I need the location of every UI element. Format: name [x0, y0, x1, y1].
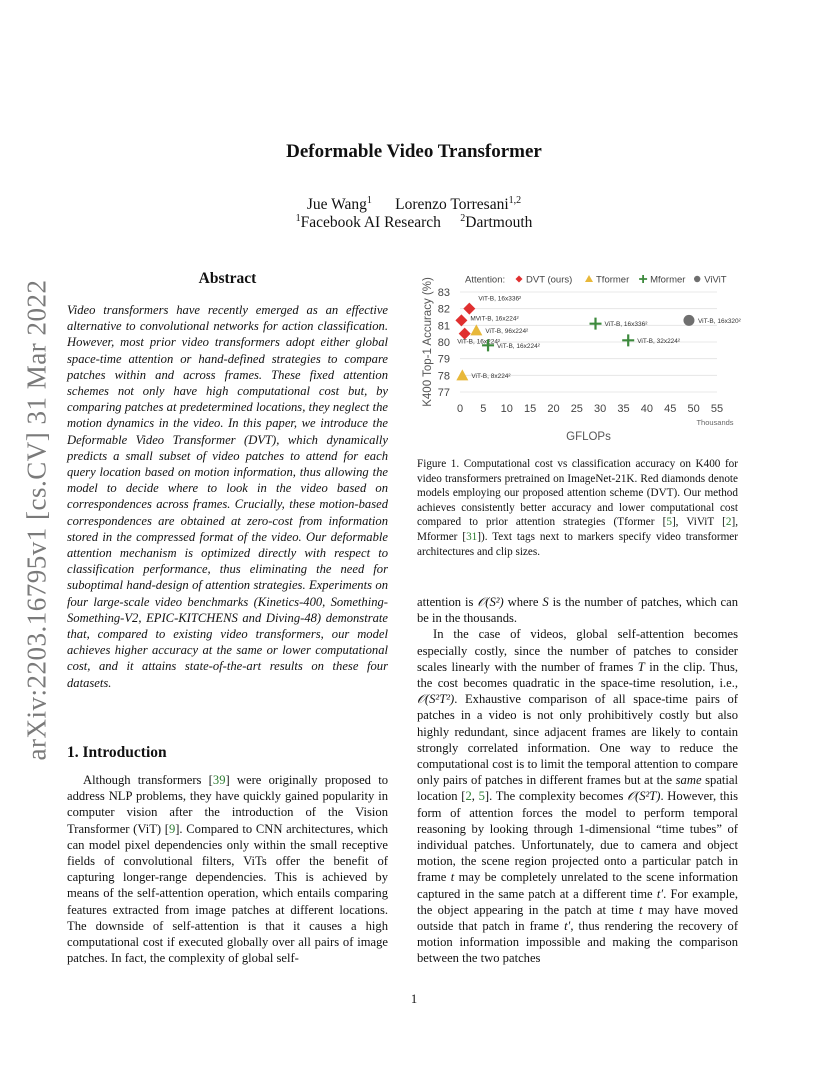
- citation-link[interactable]: 5: [478, 789, 485, 804]
- legend-title: Attention:: [465, 274, 506, 286]
- abstract-heading: Abstract: [198, 270, 257, 287]
- math-expression: t′: [656, 886, 664, 901]
- author-name: Lorenzo Torresani: [395, 196, 509, 213]
- figure-1-chart: [417, 262, 747, 452]
- data-point: [463, 303, 475, 315]
- introduction-paragraph: Although transformers [39] were originally proposed to address NLP problems, they have quickly gained popularity in computer vision after the introduction of the Vision Transformer (ViT) [9]. Compared to CNN architectures, which can model pixel dependencies only within the small receptive fields of convolutional filters, ViTs offer the benefit of capturing longer-range dependencies. This is achieved by means of the self-attention operation, which entails comparing features extracted from image patches at different locations. The downside of self-attention is that it causes a high computational cost if executed globally over all pairs of image patches. In fact, the complexity of global self-: [67, 773, 389, 966]
- arxiv-watermark: [18, 270, 56, 770]
- math-expression: 𝒪(S²): [477, 595, 504, 609]
- x-axis-unit: Thousands: [696, 418, 734, 427]
- right-column-text: [417, 594, 738, 967]
- x-tick-label: 20: [547, 403, 560, 415]
- math-expression: t: [450, 870, 455, 885]
- data-point: [455, 314, 467, 326]
- author-affil-mark: 1: [366, 194, 372, 206]
- paragraph: In the case of videos, global self-attention becomes especially costly, since the number of patches to consider scales linearly with the number of frames T in the clip. Thus, the cost becomes quadratic in the space-time resolution, i.e., 𝒪(S²T²). Exhaustive comparison of all space-time pairs of patches in a video is not only prohibitively costly but also highly redundant, since adjacent frames are likely to contain strongly correlated information. One way to reduce the computational cost is to limit the temporal attention to compare only pairs of patches in different frames but at the same spatial location [2, 5]. The complexity becomes 𝒪(S²T). However, this form of attention forces the model to perform temporal reasoning by looking through 1-dimensional “time tubes” of individual patches. Unfortunately, due to camera and object motion, the scene region projected onto a particular patch in frame t may be completely unrelated to the scene information captured in the same patch at a different time t′. For example, the object appearing in the patch at time t may have moved outside that patch in frame t′, thus rendering the recovery of motion information impossible and making the comparison between the two patches: [417, 627, 739, 966]
- x-tick-label: 10: [500, 403, 513, 415]
- author-line: [0, 196, 828, 214]
- affiliation: Facebook AI Research: [300, 214, 441, 231]
- data-point: [590, 318, 602, 330]
- citation-link[interactable]: 2: [465, 789, 472, 804]
- data-label: ViT-B, 16x320²: [697, 317, 741, 325]
- x-tick-label: 50: [687, 403, 700, 415]
- legend-label: ViViT: [704, 274, 727, 286]
- paper-title: Deformable Video Transformer: [286, 141, 542, 162]
- y-axis-title: K400 Top-1 Accuracy (%): [422, 277, 434, 407]
- x-tick-label: 15: [523, 403, 537, 415]
- data-point: [683, 315, 694, 326]
- x-tick-label: 0: [456, 403, 464, 415]
- data-label: ViT-B, 32x224²: [637, 337, 681, 345]
- x-tick-label: 25: [570, 403, 583, 415]
- math-expression: 𝒪(S²T): [627, 789, 661, 804]
- x-tick-label: 40: [640, 403, 654, 415]
- arxiv-id-text: arXiv:2203.16795v1 [cs.CV] 31 Mar 2022: [21, 279, 52, 761]
- x-tick-label: 30: [594, 403, 607, 415]
- data-label: ViT-B, 16x224²: [497, 342, 540, 350]
- legend-swatch: [516, 276, 523, 283]
- legend-swatch: [639, 275, 647, 283]
- math-expression: t: [638, 902, 643, 917]
- data-point: [456, 369, 468, 380]
- data-point: [470, 324, 482, 335]
- y-tick-label: 80: [437, 337, 450, 349]
- affiliation-line: [0, 214, 828, 232]
- data-label: ViT-B, 16x336²: [604, 321, 648, 329]
- figure-caption: Figure 1. Computational cost vs classification accuracy on K400 for video transformers pretrained on ImageNet-21K. Red diamonds denote models employing our proposed attention scheme (DVT). Our method achieves consistently better accuracy and lower computational cost compared to prior attention strategies (Tformer [5], ViViT [2], Mformer [31]). Text tags next to markers specify video transformer architectures and clip sizes.: [417, 458, 738, 558]
- legend-swatch: [694, 276, 700, 282]
- y-tick-label: 82: [437, 303, 450, 316]
- x-tick-label: 45: [664, 403, 677, 415]
- data-label: ViT-B, 8x224²: [471, 372, 511, 380]
- legend-label: DVT (ours): [526, 274, 573, 286]
- abstract-text: Video transformers have recently emerged as an effective alternative to convolutional networks for action classification. However, most prior video transformers adopt either global space-time attention or hand-defined strategies to compare patches within and across frames. These fixed attention schemes not only have high computational cost but, by comparing patches at predetermined locations, they neglect the motion dynamics in the video. In this paper, we introduce the Deformable Video Transformer (DVT), which dynamically predicts a small subset of video patches to attend for each query location based on motion information, thus allowing the model to decide where to look in the video based on correspondences across frames. Crucially, these motion-based correspondences are obtained at zero-cost from information stored in the compressed format of the video. Our deformable attention mechanism is optimized directly with respect to classification performance, thus eliminating the need for suboptimal hand-design of attention strategies. Experiments on four large-scale video benchmarks (Kinetics-400, Something-Something-V2, EPIC-KITCHENS and Diving-48) demonstrate that, compared to existing video transformers, our model achieves higher accuracy at the same or lower computational cost, and it attains state-of-the-art results on these four datasets.: [67, 303, 388, 690]
- section-heading-introduction: 1. Introduction: [67, 744, 167, 761]
- citation-link[interactable]: 9: [168, 821, 176, 836]
- legend-swatch: [585, 275, 593, 282]
- legend-label: Mformer: [650, 274, 686, 286]
- math-expression: S: [542, 595, 549, 609]
- affiliation: Dartmouth: [465, 214, 533, 231]
- data-label: ViT-B, 96x224²: [485, 327, 529, 335]
- y-tick-label: 78: [437, 370, 450, 383]
- page-number: 1: [410, 992, 418, 1006]
- affil-mark: 1: [295, 212, 301, 224]
- x-tick-label: 35: [617, 403, 630, 415]
- data-label: ViT-B, 16x224²: [457, 338, 501, 346]
- author-name: Jue Wang: [306, 196, 367, 213]
- math-expression: T: [637, 659, 645, 674]
- paragraph: attention is 𝒪(S²) where S is the number of patches, which can be in the thousands.: [417, 595, 739, 626]
- y-tick-label: 79: [437, 353, 450, 366]
- affil-mark: 2: [460, 212, 466, 224]
- x-tick-label: 55: [710, 403, 724, 415]
- x-tick-label: 5: [480, 403, 487, 415]
- math-expression: 𝒪(S²T²): [417, 692, 455, 707]
- data-point: [622, 334, 634, 346]
- x-axis-title: GFLOPs: [566, 431, 611, 443]
- y-tick-label: 83: [437, 287, 450, 299]
- citation-link[interactable]: 5: [666, 516, 672, 529]
- data-label: ViT-B, 16x336²: [478, 295, 522, 303]
- legend-label: Tformer: [596, 274, 630, 286]
- data-label: MViT-B, 16x224²: [470, 315, 519, 323]
- y-tick-label: 81: [437, 320, 450, 333]
- citation-link[interactable]: 39: [212, 773, 226, 787]
- citation-link[interactable]: 2: [725, 516, 732, 529]
- y-tick-label: 77: [437, 387, 450, 399]
- author-affil-mark: 1,2: [508, 194, 522, 206]
- math-expression: t′: [564, 919, 571, 934]
- citation-link[interactable]: 31: [466, 530, 478, 543]
